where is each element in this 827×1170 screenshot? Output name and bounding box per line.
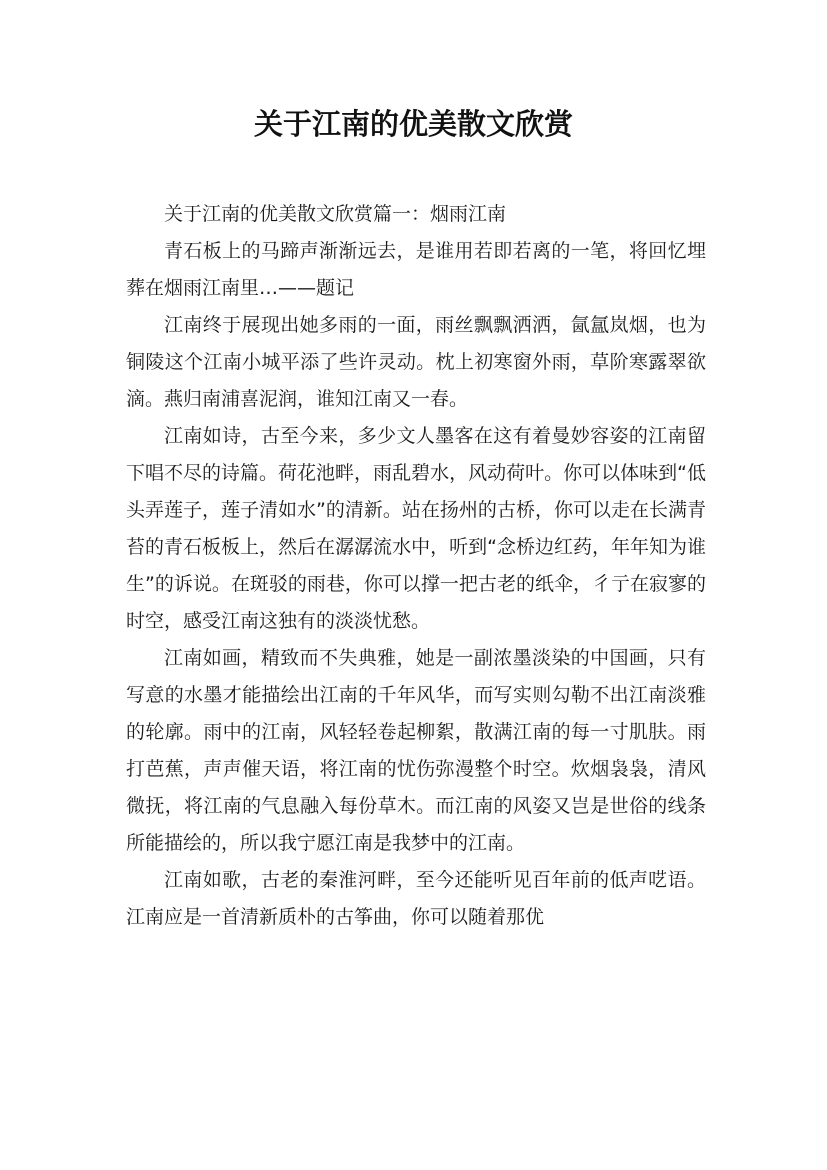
document-title: 关于江南的优美散文欣赏 xyxy=(253,107,573,141)
paragraph: 江南终于展现出她多雨的一面，雨丝飘飘洒洒，氤氲岚烟，也为铜陵这个江南小城平添了些许灵动。枕上初寒窗外雨，草阶寒露翠欲滴。燕归南浦喜泥润，谁知江南又一春。 xyxy=(126,314,706,410)
paragraph: 江南如画，精致而不失典雅，她是一副浓墨淡染的中国画，只有写意的水墨才能描绘出江南的千年风华，而写实则勾勒不出江南淡雅的轮廓。雨中的江南，风轻轻卷起柳絮，散满江南的每一寸肌肤。雨打芭蕉，声声催天语，将江南的忧伤弥漫整个时空。炊烟袅袅，清风微抚，将江南的气息融入每份草木。而江南的风姿又岂是世俗的线条所能描绘的，所以我宁愿江南是我梦中的江南。 xyxy=(126,647,706,854)
paragraph-heading: 关于江南的优美散文欣赏篇一：烟雨江南 xyxy=(164,203,507,225)
document-body xyxy=(126,196,706,936)
paragraph: 江南如诗，古至今来，多少文人墨客在这有着曼妙容姿的江南留下唱不尽的诗篇。荷花池畔，雨乱碧水，风动荷叶。你可以体味到“低头弄莲子，莲子清如水”的清新。站在扬州的古桥，你可以走在长满青苔的青石板板上，然后在潺潺流水中，听到“念桥边红药，年年知为谁生”的诉说。在斑驳的雨巷，你可以撑一把古老的纸伞，彳亍在寂寥的时空，感受江南这独有的淡淡忧愁。 xyxy=(126,425,706,632)
paragraph: 江南如歌，古老的秦淮河畔，至今还能听见百年前的低声呓语。江南应是一首清新质朴的古筝曲，你可以随着那优 xyxy=(126,869,706,928)
paragraph: 青石板上的马蹄声渐渐远去，是谁用若即若离的一笔，将回忆埋葬在烟雨江南里…——题记 xyxy=(126,240,706,299)
